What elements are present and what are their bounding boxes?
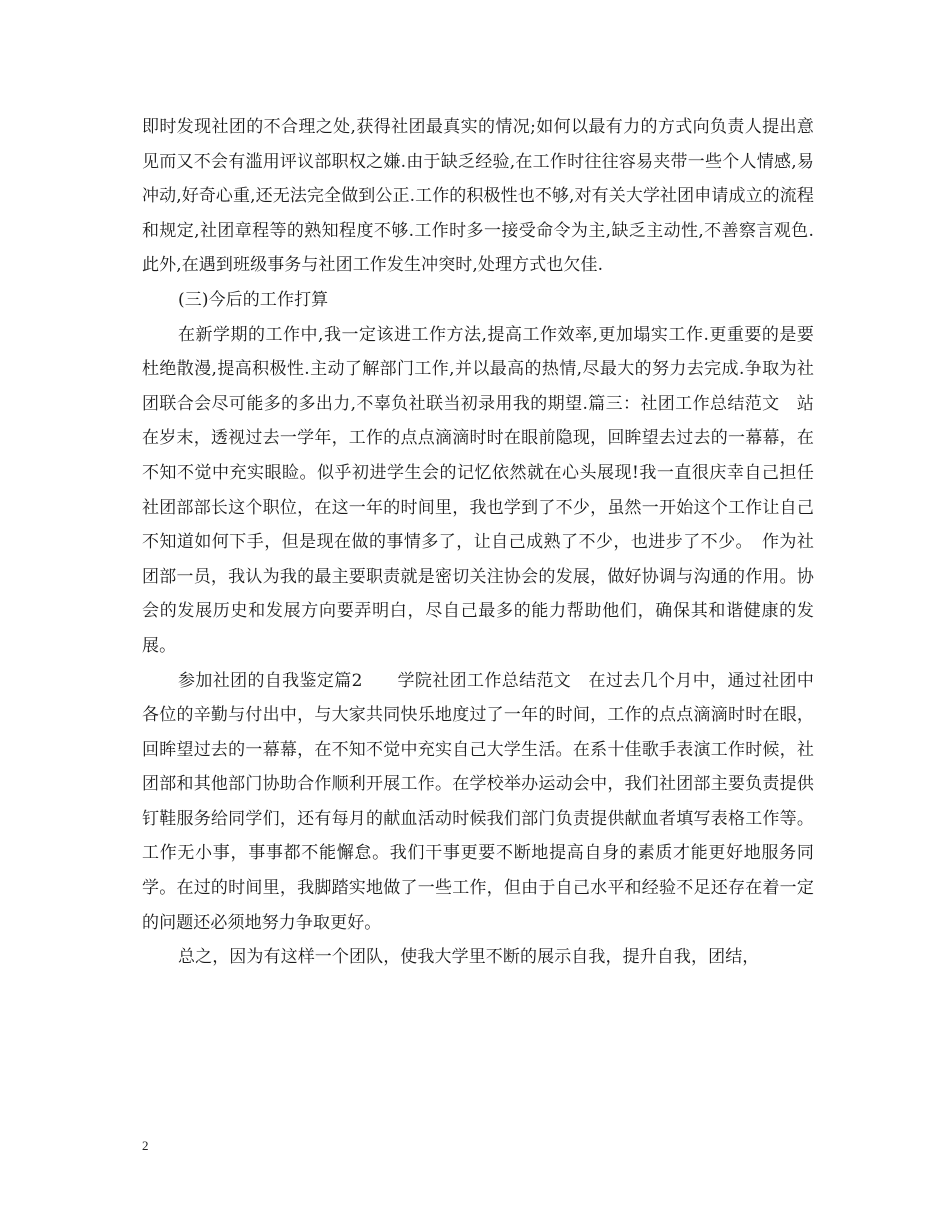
- paragraph-new-semester: 在新学期的工作中,我一定该进工作方法,提高工作效率,更加塌实工作.更重要的是要杜绝散漫,提高积极性.主动了解部门工作,并以最高的热情,尽最大的努力去完成.争取为社团联合会尽可能多的多出力,不辜负社联当初录用我的期望.篇三：社团工作总结范文 站在岁末，透视过去一学年，工作的点点滴滴时时在眼前隐现，回眸望去过去的一幕幕，在不知不觉中充实眼睑。似乎初进学生会的记忆依然就在心头展现!我一直很庆幸自己担任社团部部长这个职位，在这一年的时间里，我也学到了不少，虽然一开始这个工作让自己不知道如何下手，但是现在做的事情多了，让自己成熟了不少，也进步了不少。 作为社团部一员，我认为我的最主要职责就是密切关注协会的发展，做好协调与沟通的作用。协会的发展历史和发展方向要弄明白，尽自己最多的能力帮助他们，确保其和谐健康的发展。: [142, 324, 814, 656]
- document-body: [142, 110, 832, 975]
- paragraph-problems: 即时发现社团的不合理之处,获得社团最真实的情况;如何以最有力的方式向负责人提出意见而又不会有滥用评议部职权之嫌.由于缺乏经验,在工作时往往容易夹带一些个人情感,易冲动,好奇心重,还无法完全做到公正.工作的积极性也不够,对有关大学社团申请成立的流程和规定,社团章程等的熟知程度不够.工作时多一接受命令为主,缺乏主动性,不善察言观色. 此外,在遇到班级事务与社团工作发生冲突时,处理方式也欠佳.: [142, 117, 832, 276]
- paragraph-conclusion: 总之，因为有这样一个团队，使我大学里不断的展示自我，提升自我，团结，: [178, 947, 760, 968]
- section-heading-future-plans: (三)今后的工作打算: [178, 289, 329, 310]
- page-number: 2: [142, 1138, 149, 1153]
- paragraph-self-assessment-2: 参加社团的自我鉴定篇2 学院社团工作总结范文 在过去几个月中，通过社团中各位的辛勤与付出中，与大家共同快乐地度过了一年的时间，工作的点点滴滴时时在眼，回眸望过去的一幕幕，在不知不觉中充实自己大学生活。在系十佳歌手表演工作时候，社团部和其他部门协助合作顺利开展工作。在学校举办运动会中，我们社团部主要负责提供钉鞋服务给同学们，还有每月的献血活动时候我们部门负责提供献血者填写表格工作等。工作无小事，事事都不能懈怠。我们干事更要不断地提高自身的素质才能更好地服务同学。在过的时间里，我脚踏实地做了一些工作，但由于自己水平和经验不足还存在着一定的问题还必须地努力争取更好。: [142, 670, 814, 933]
